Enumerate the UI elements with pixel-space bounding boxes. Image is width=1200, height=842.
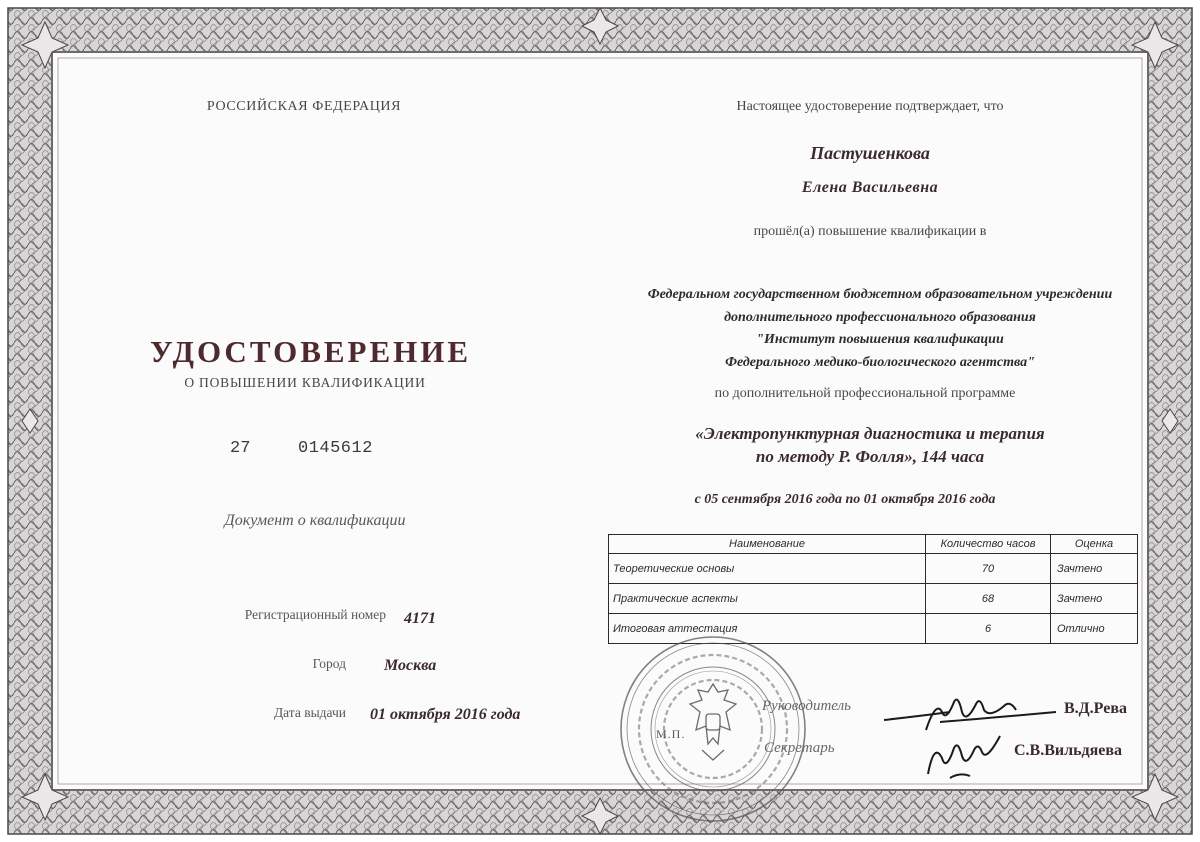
- subject-cell: Практические аспекты: [609, 584, 926, 614]
- city-label: Город: [312, 656, 346, 671]
- header-grade: Оценка: [1051, 535, 1138, 554]
- holder-surname: Пастушенкова: [810, 143, 930, 163]
- grade-cell: Зачтено: [1051, 554, 1138, 584]
- table-header-row: [609, 535, 1138, 554]
- grade-cell: Зачтено: [1051, 584, 1138, 614]
- official-seal: [618, 634, 808, 824]
- program-intro: по дополнительной профессиональной программе: [714, 386, 1016, 401]
- secretary-name: С.В.Вильдяева: [1014, 742, 1123, 759]
- registration-label: Регистрационный номер: [244, 607, 386, 622]
- city-value: Москва: [384, 657, 437, 674]
- head-label: Руководитель: [762, 698, 851, 714]
- stamp-place-label: М.П.: [656, 727, 686, 741]
- program-title-line: по методу Р. Фолля», 144 часа: [755, 447, 985, 466]
- institution-line: Федерального медико-биологического агентства": [725, 355, 1035, 370]
- grade-cell: Отлично: [1051, 614, 1138, 644]
- hours-cell: 6: [926, 614, 1051, 644]
- holder-name: Елена Васильевна: [801, 179, 939, 196]
- table-row: [609, 584, 1138, 614]
- hours-cell: 70: [926, 554, 1051, 584]
- certificate-subtitle: О ПОВЫШЕНИИ КВАЛИФИКАЦИИ: [184, 375, 426, 390]
- secretary-label: Секретарь: [764, 740, 835, 756]
- registration-value: 4171: [404, 610, 436, 627]
- header-subject: Наименование: [609, 535, 926, 554]
- institution-line: дополнительного профессионального образования: [724, 310, 1036, 325]
- confirm-text: Настоящее удостоверение подтверждает, что: [736, 99, 1004, 114]
- subject-cell: Теоретические основы: [609, 554, 926, 584]
- document-type: Документ о квалификации: [224, 512, 406, 529]
- table-row: [609, 554, 1138, 584]
- header-hours: Количество часов: [926, 535, 1051, 554]
- study-period: с 05 сентября 2016 года по 01 октября 2016 года: [694, 492, 996, 507]
- institution-line: "Институт повышения квалификации: [756, 332, 1004, 347]
- issue-date-label: Дата выдачи: [273, 705, 346, 720]
- secretary-signature: [920, 728, 1010, 784]
- certificate-title: УДОСТОВЕРЕНИЕ: [150, 334, 472, 369]
- program-title-line: «Электропунктурная диагностика и терапия: [695, 424, 1045, 443]
- certificate-series: 27: [230, 439, 251, 458]
- issue-date-value: 01 октября 2016 года: [370, 706, 521, 723]
- subject-cell: Итоговая аттестация: [609, 614, 926, 644]
- grades-table: [608, 534, 1138, 644]
- head-name: В.Д.Рева: [1064, 700, 1127, 717]
- passed-text: прошёл(а) повышение квалификации в: [753, 224, 987, 239]
- institution-line: Федеральном государственном бюджетном образовательном учреждении: [647, 287, 1113, 302]
- hours-cell: 68: [926, 584, 1051, 614]
- country-name: РОССИЙСКАЯ ФЕДЕРАЦИЯ: [206, 99, 402, 114]
- certificate-number: 0145612: [298, 439, 373, 458]
